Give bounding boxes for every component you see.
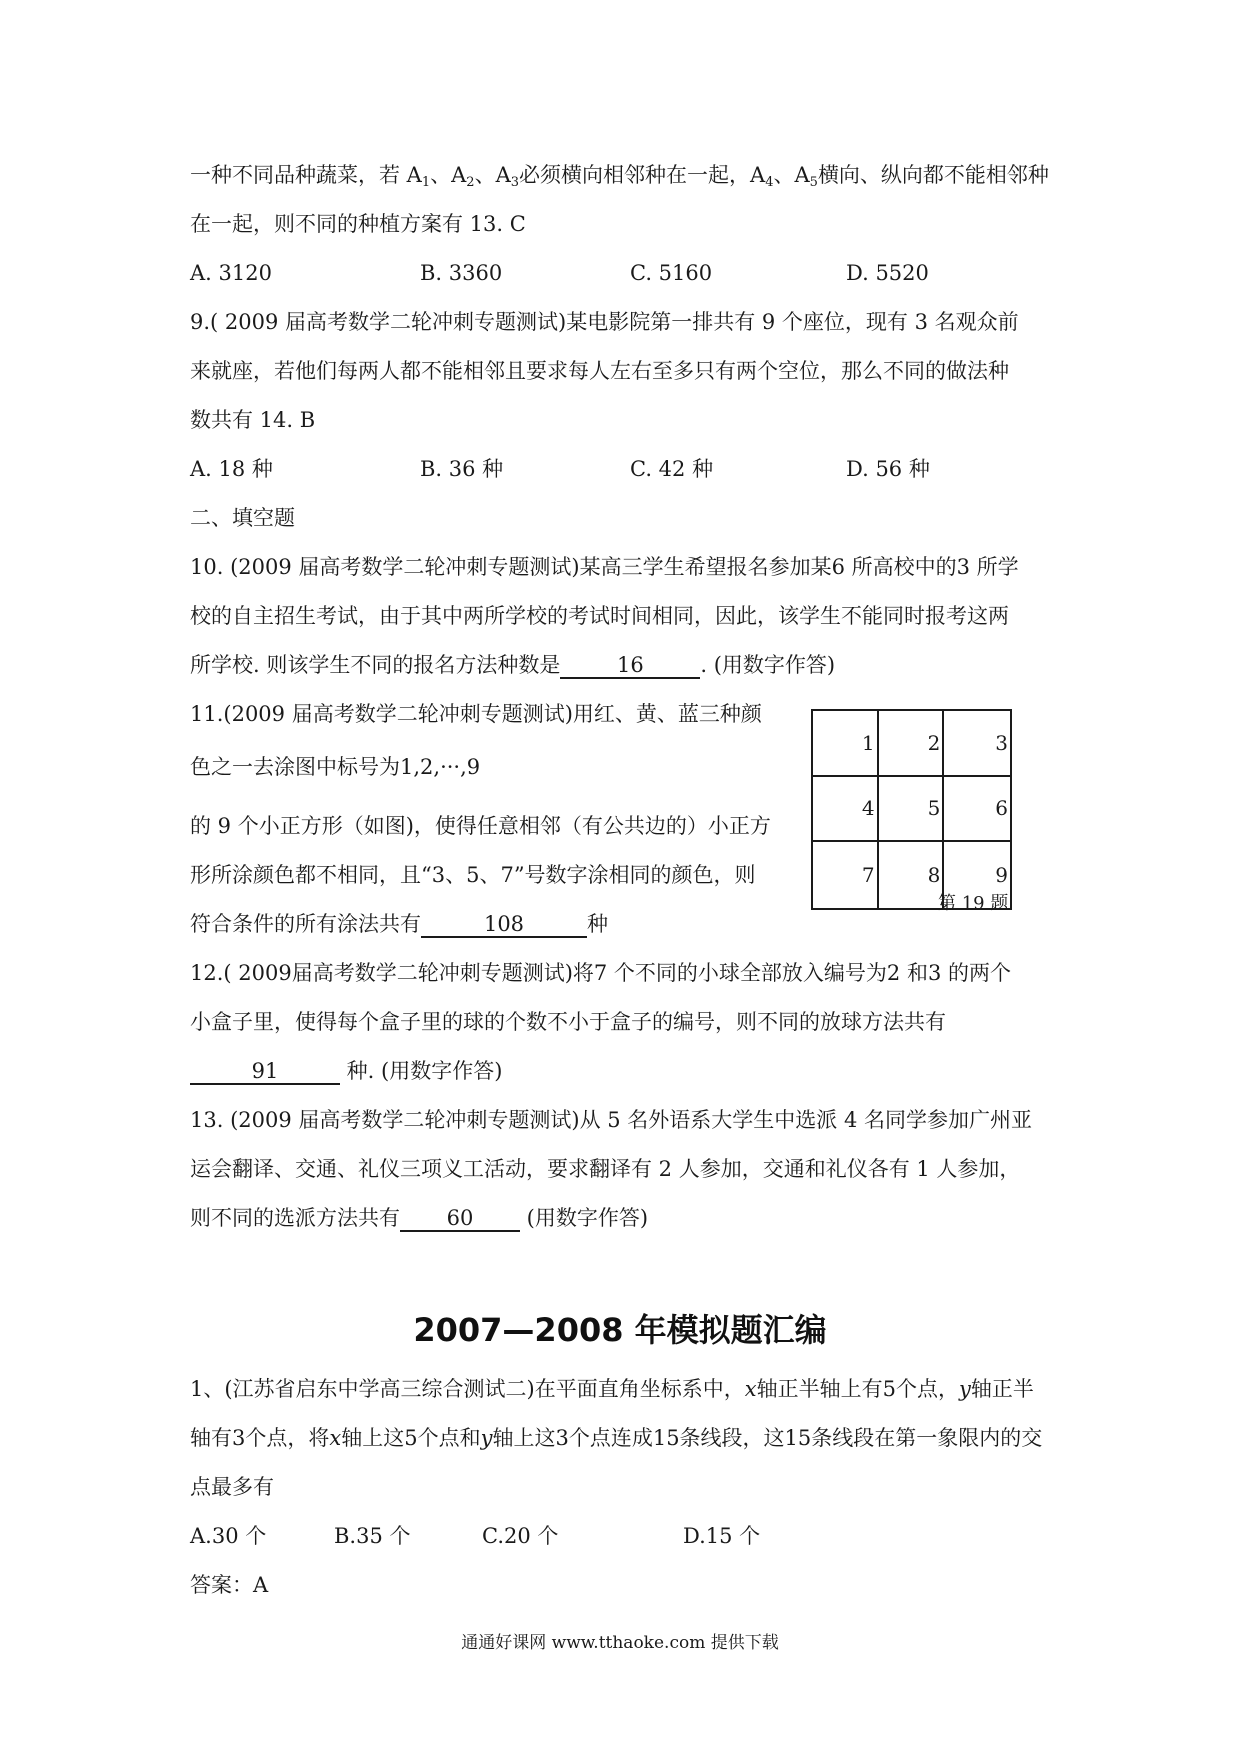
grid-cell: 1: [813, 711, 879, 777]
q13-line-1: 13. (2009 届高考数学二轮冲刺专题测试)从 5 名外语系大学生中选派 4 名同学参加广州亚: [190, 1108, 1032, 1132]
q13-suffix: (用数字作答): [520, 1206, 649, 1230]
grid-cell: 6: [944, 777, 1010, 843]
q8-option-a: A. 3120: [190, 261, 272, 285]
q13-line-2: 运会翻译、交通、礼仪三项义工活动，要求翻译有 2 人参加，交通和礼仪各有 1 人参加，: [190, 1157, 1021, 1181]
q12-line-2: 小盒子里，使得每个盒子里的球的个数不小于盒子的编号，则不同的放球方法共有: [190, 1010, 946, 1034]
q9-line-1: 9.( 2009 届高考数学二轮冲刺专题测试)某电影院第一排共有 9 个座位，现有 3 名观众前: [190, 310, 1019, 334]
q11-line-4: 形所涂颜色都不相同，且“3、5、7”号数字涂相同的颜色，则: [190, 863, 756, 887]
q11-line-1: 11.(2009 届高考数学二轮冲刺专题测试)用红、黄、蓝三种颜: [190, 702, 762, 726]
number-grid-figure: [811, 709, 1012, 910]
q9-line-3: 数共有 14. B: [190, 408, 316, 432]
q8-option-d: D. 5520: [846, 261, 929, 285]
q11-line-3: 的 9 个小正方形（如图)，使得任意相邻（有公共边的）小正方: [190, 814, 771, 838]
p1-line-2: 轴有3个点，将x轴上这5个点和y轴上这3个点连成15条线段，这15条线段在第一象限内的交: [190, 1426, 1043, 1450]
q8-option-b: B. 3360: [420, 261, 503, 285]
q9-option-c: C. 42 种: [630, 457, 714, 481]
q9-option-b: B. 36 种: [420, 457, 504, 481]
p1-option-b: B.35 个: [334, 1524, 411, 1548]
p1-answer: 答案：A: [190, 1573, 269, 1597]
q8-line-1: 一种不同品种蔬菜，若 $A_1$、$A_2$、$A_3$必须横向相邻种在一起，$A_4$、$A_5$横向、纵向都不能相邻种: [190, 163, 1049, 190]
grid-cell: 2: [879, 711, 945, 777]
q10-line-2: 校的自主招生考试，由于其中两所学校的考试时间相同，因此，该学生不能同时报考这两: [190, 604, 1009, 628]
q12-line-1: 12.( 2009届高考数学二轮冲刺专题测试)将7 个不同的小球全部放入编号为2 和3 的两个: [190, 961, 1012, 985]
q13-answer-blank: 60: [400, 1206, 520, 1232]
q12-answer-blank: 91: [190, 1059, 340, 1085]
p1-option-c: C.20 个: [482, 1524, 559, 1548]
q8-line-2: 在一起，则不同的种植方案有 13. C: [190, 212, 526, 236]
q10-text: 所学校. 则该学生不同的报名方法种数是: [190, 653, 561, 677]
q11-suffix: 种: [587, 912, 608, 936]
grid-cell: 5: [879, 777, 945, 843]
grid-cell: 3: [944, 711, 1010, 777]
q11-answer-blank: 108: [421, 912, 587, 938]
q10-line-3: [190, 650, 835, 680]
grid-cell: 8: [879, 842, 945, 908]
q11-line-5: [190, 909, 608, 939]
p1-line-3: 点最多有: [190, 1475, 274, 1499]
section-title: 2007—2008 年模拟题汇编: [413, 1311, 827, 1349]
q10-suffix: . (用数字作答): [700, 653, 836, 677]
q13-text: 则不同的选派方法共有: [190, 1206, 400, 1230]
figure-caption: 第 19 题: [938, 893, 1009, 914]
q10-answer-blank: 16: [560, 653, 700, 679]
q9-option-d: D. 56 种: [846, 457, 930, 481]
q9-option-a: A. 18 种: [190, 457, 273, 481]
q10-line-1: 10. (2009 届高考数学二轮冲刺专题测试)某高三学生希望报名参加某6 所高校中的3 所学: [190, 555, 1019, 579]
grid-cell: 9: [995, 863, 1008, 888]
p1-line-1: 1、(江苏省启东中学高三综合测试二)在平面直角坐标系中，x轴正半轴上有5个点，y轴正半: [190, 1377, 1034, 1401]
page-footer: 通通好课网 www.tthaoke.com 提供下载: [461, 1633, 779, 1653]
section-fill-heading: 二、填空题: [190, 506, 295, 530]
q11-line-2: 色之一去涂图中标号为1,2,···,9: [190, 755, 481, 779]
q8-option-c: C. 5160: [630, 261, 713, 285]
p1-option-d: D.15 个: [683, 1524, 761, 1548]
p1-option-a: A.30 个: [190, 1524, 267, 1548]
q9-line-2: 来就座，若他们每两人都不能相邻且要求每人左右至多只有两个空位，那么不同的做法种: [190, 359, 1009, 383]
grid-cell: 7: [813, 842, 879, 908]
q12-suffix: 种. (用数字作答): [340, 1059, 503, 1083]
grid-cell: 4: [813, 777, 879, 843]
q11-text: 符合条件的所有涂法共有: [190, 912, 421, 936]
q12-line-3: [190, 1056, 502, 1086]
q13-line-3: [190, 1203, 648, 1233]
